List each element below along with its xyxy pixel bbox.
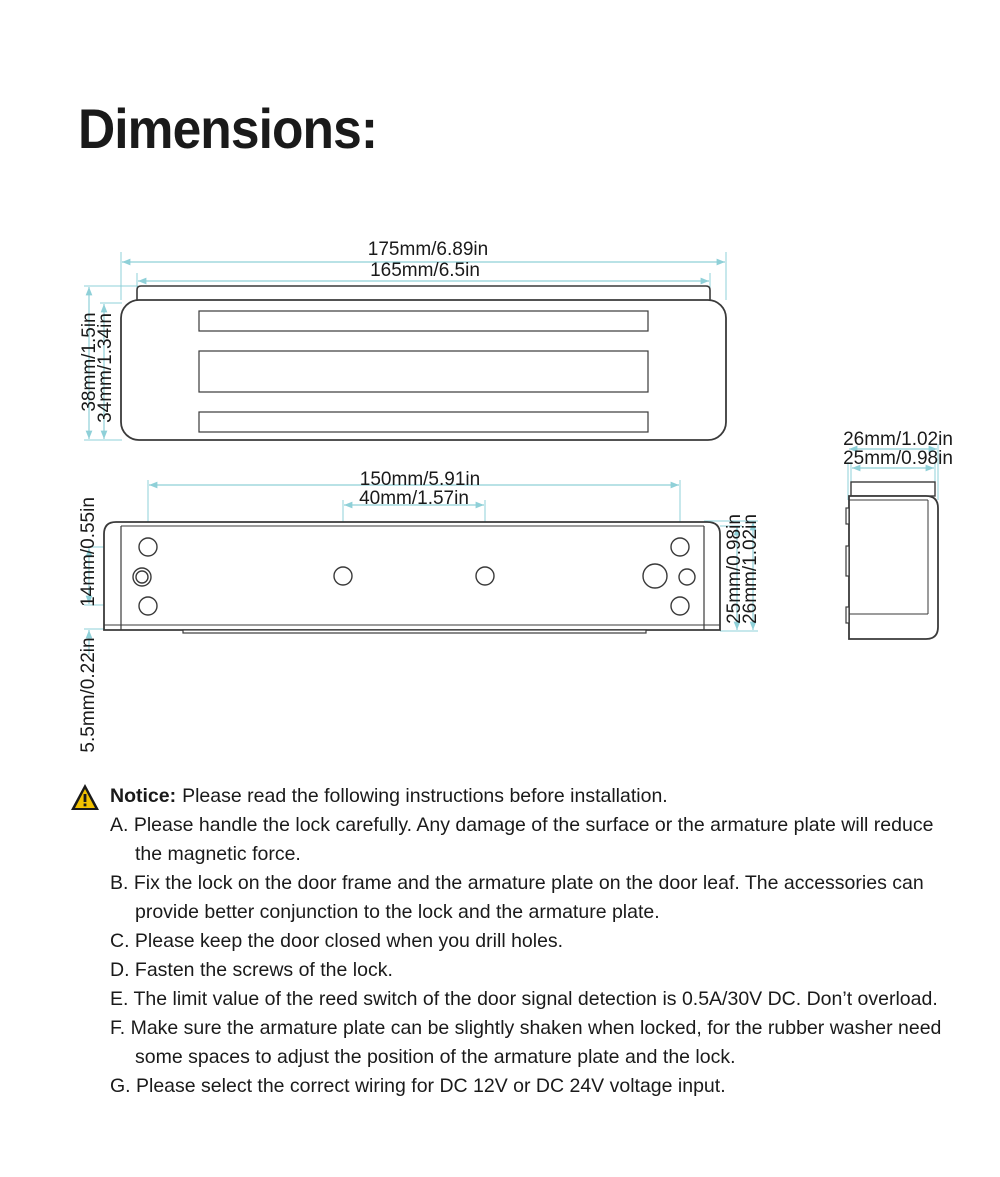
label-outer-hole-spacing: 150mm/5.91in (359, 469, 481, 490)
lock-body-top (104, 522, 720, 630)
mount-hole (334, 567, 352, 585)
label-side-width-inner: 25mm/0.98in (843, 448, 953, 469)
page-title: Dimensions: (78, 97, 378, 160)
mount-hole-large (643, 564, 667, 588)
front-view (79, 239, 726, 440)
instruction-item: G. Please select the correct wiring for DC 12V or DC 24V voltage input. (110, 1075, 726, 1097)
mount-hole (679, 569, 695, 585)
mount-hole (476, 567, 494, 585)
top-view (78, 469, 761, 753)
label-body-length: 165mm/6.5in (370, 260, 480, 281)
instruction-item: B. Fix the lock on the door frame and the armature plate on the door leaf. The accessories can provide better conjunction to the lock and the armature plate. (110, 872, 924, 923)
warning-icon (70, 783, 100, 811)
instruction-item: C. Please keep the door closed when you drill holes. (110, 930, 564, 952)
instruction-item: D. Fasten the screws of the lock. (110, 959, 393, 981)
notice-label: Notice: (110, 785, 177, 807)
instruction-list (70, 811, 950, 1101)
instruction-item: A. Please handle the lock carefully. Any damage of the surface or the armature plate will reduce the magnetic force. (110, 814, 934, 865)
label-overall-length: 175mm/6.89in (367, 239, 489, 260)
instruction-item: E. The limit value of the reed switch of the door signal detection is 0.5A/30V DC. Don’t overload. (110, 988, 938, 1010)
side-body (849, 496, 938, 639)
notice-section (70, 782, 950, 1101)
instruction-item: F. Make sure the armature plate can be slightly shaken when locked, for the rubber washer need some spaces to adjust the position of the armature plate and the lock. (110, 1017, 942, 1068)
mount-hole (139, 538, 157, 556)
coil-slot-top (199, 311, 648, 331)
side-view (843, 429, 953, 639)
side-armature (851, 482, 935, 496)
mount-hole (139, 597, 157, 615)
notice-intro: Please read the following instructions before installation. (182, 785, 668, 807)
coil-slot-bottom (199, 412, 648, 432)
armature-plate-edge (183, 630, 646, 633)
label-body-height: 34mm/1.34in (95, 313, 116, 423)
label-side-width-outer: 26mm/1.02in (843, 429, 953, 450)
mount-hole (671, 538, 689, 556)
notice-header (70, 782, 950, 811)
label-width-outer: 26mm/1.02in (740, 514, 761, 624)
mount-hole (671, 597, 689, 615)
label-inner-hole-spacing: 40mm/1.57in (359, 488, 469, 509)
label-overall-height: 38mm/1.5in (79, 312, 100, 412)
label-width-inner: 25mm/0.98in (724, 514, 745, 624)
label-plate-offset: 5.5mm/0.22in (78, 637, 99, 753)
armature-top-strip (137, 286, 710, 300)
label-hole-offset: 14mm/0.55in (78, 497, 99, 607)
coil-slot-middle (199, 351, 648, 392)
